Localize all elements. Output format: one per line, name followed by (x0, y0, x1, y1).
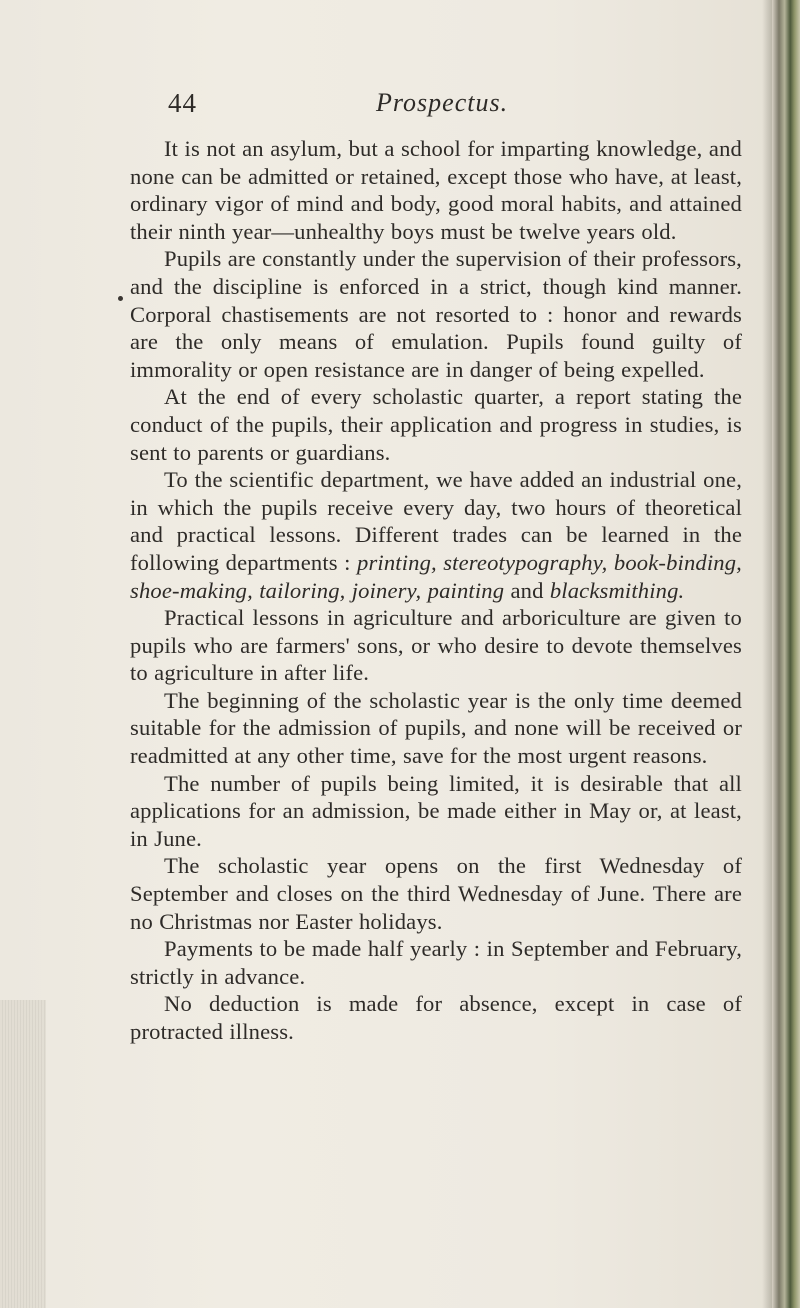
paragraph-absence: No deduction is made for absence, except in case of protracted illness. (130, 991, 742, 1044)
page-header (168, 88, 728, 128)
paragraph-reports: At the end of every scholastic quarter, a report stating the conduct of the pupils, their application and progress in studies, is sent to parents or guardians. (130, 384, 742, 465)
book-edge (772, 0, 800, 1308)
industrial-text: To the scientific department, we have added an industrial one, in which the pupils receive every day, two hours of theoretical and practical lessons. Different trades can be learned in the following departments : (130, 467, 742, 575)
paragraph-payments: Payments to be made half yearly : in September and February, strictly in advance. (130, 936, 742, 989)
trades-list: printing, stereotypography, book-binding, shoe-making, tailoring, joinery, painting (130, 549, 742, 603)
paragraph-admission-time: The beginning of the scholastic year is the only time deemed suitable for the admission of pupils, and none will be received or readmitted at any other time, save for the most urgent reasons. (130, 687, 742, 769)
industrial-conjunction: and (504, 577, 550, 603)
paragraph-agriculture: Practical lessons in agriculture and arboriculture are given to pupils who are farmers' sons, or who desire to devote themselves to agriculture in after life. (130, 605, 742, 686)
page-number: 44 (168, 88, 197, 118)
paragraph-applications: The number of pupils being limited, it is desirable that all applications for an admission, be made either in May or, at least, in June. (130, 770, 742, 851)
paragraph-admission: It is not an asylum, but a school for imparting knowledge, and none can be admitted or retained, except those who have, at least, ordinary vigor of mind and body, good moral habits, and attained their ninth year—unhealthy boys must be twelve years old. (130, 136, 742, 244)
paragraph-industrial-department (130, 466, 742, 604)
trade-blacksmithing: blacksmithing. (549, 577, 685, 603)
page-edge-shadow (762, 0, 772, 1308)
paragraph-scholastic-year: The scholastic year opens on the first Wednesday of September and closes on the third Wednesday of June. There are no Christmas nor Easter holidays. (130, 853, 742, 934)
running-head: Prospectus. (376, 88, 509, 117)
stray-ink-mark (118, 296, 123, 301)
body-text (130, 135, 742, 1046)
paragraph-discipline: Pupils are constantly under the supervision of their professors, and the discipline is enforced in a strict, though kind manner. Corporal chastisements are not resorted to : honor and rewards are the only means of emulation. Pupils found guilty of immorality or open resistance are in danger of being expelled. (130, 246, 742, 382)
binding-shadow (0, 1000, 46, 1308)
